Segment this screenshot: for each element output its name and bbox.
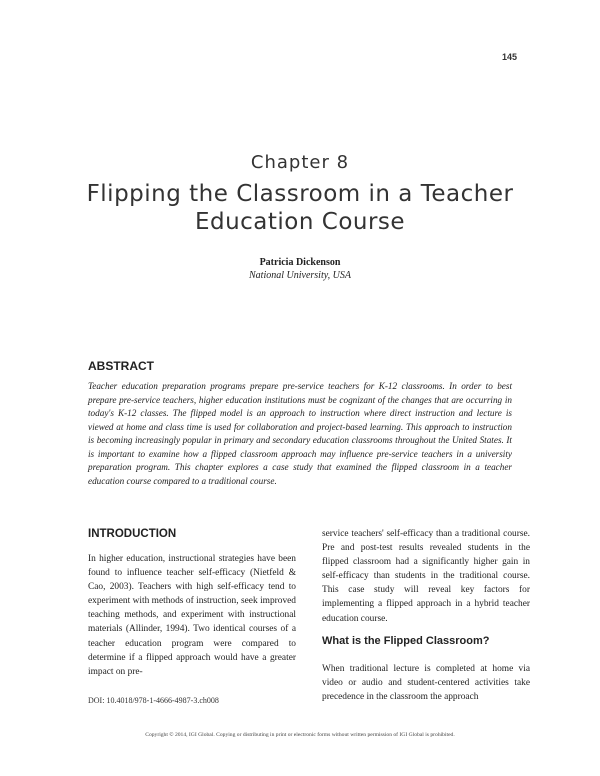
author-affiliation: National University, USA <box>249 270 351 281</box>
chapter-label: Chapter 8 <box>250 152 350 173</box>
section-text: When traditional lecture is completed at home via video or audio and student-centered activities take precedence in the classroom the approach <box>322 664 530 703</box>
introduction-right-column: service teachers' self-efficacy than a traditional course. Pre and post-test results revealed students in the flipped classroom had a significantly higher gain in self-efficacy than students in the traditional course. This case study will reveal key factors for implementing a flipped approach in a hybrid teacher education course. <box>322 529 530 624</box>
doi: DOI: 10.4018/978-1-4666-4987-3.ch008 <box>88 696 219 705</box>
page-number: 145 <box>501 52 517 62</box>
copyright-notice: Copyright © 2014, IGI Global. Copying or distributing in print or electronic forms without written permission of IGI Global is prohibited. <box>145 732 455 738</box>
introduction-heading: INTRODUCTION <box>88 528 177 540</box>
chapter-title: Flipping the Classroom in a Teacher Education Course <box>86 181 514 235</box>
abstract-text: Teacher education preparation programs prepare pre-service teachers for K-12 classrooms. In order to best prepare pre-service teachers, higher education institutions must be cognizant of the changes that are occurring in today's K-12 classes. The flipped model is an approach to instruction where direct instruction and lecture is viewed at home and class time is used for collaboration and project-based learning. This approach to instruction is becoming increasingly popular in primary and secondary education classrooms throughout the United States. It is important to examine how a flipped classroom approach may influence pre-service teachers in a university preparation program. This chapter explores a case study that examined the flipped classroom in a teacher education course compared to a traditional course. <box>88 381 512 486</box>
introduction-left-column: In higher education, instructional strategies have been found to influence teacher self-efficacy (Nietfeld & Cao, 2003). Teachers with high self-efficacy tend to experiment with methods of instruction, seek improved teaching methods, and experiment with instructional materials (Allinder, 1994). Two identical courses of a teacher education program were compared to determine if a flipped approach would have a greater impact on pre- <box>88 554 296 677</box>
abstract-heading: ABSTRACT <box>88 359 154 373</box>
section-heading: What is the Flipped Classroom? <box>322 635 490 647</box>
author-name: Patricia Dickenson <box>259 257 341 268</box>
